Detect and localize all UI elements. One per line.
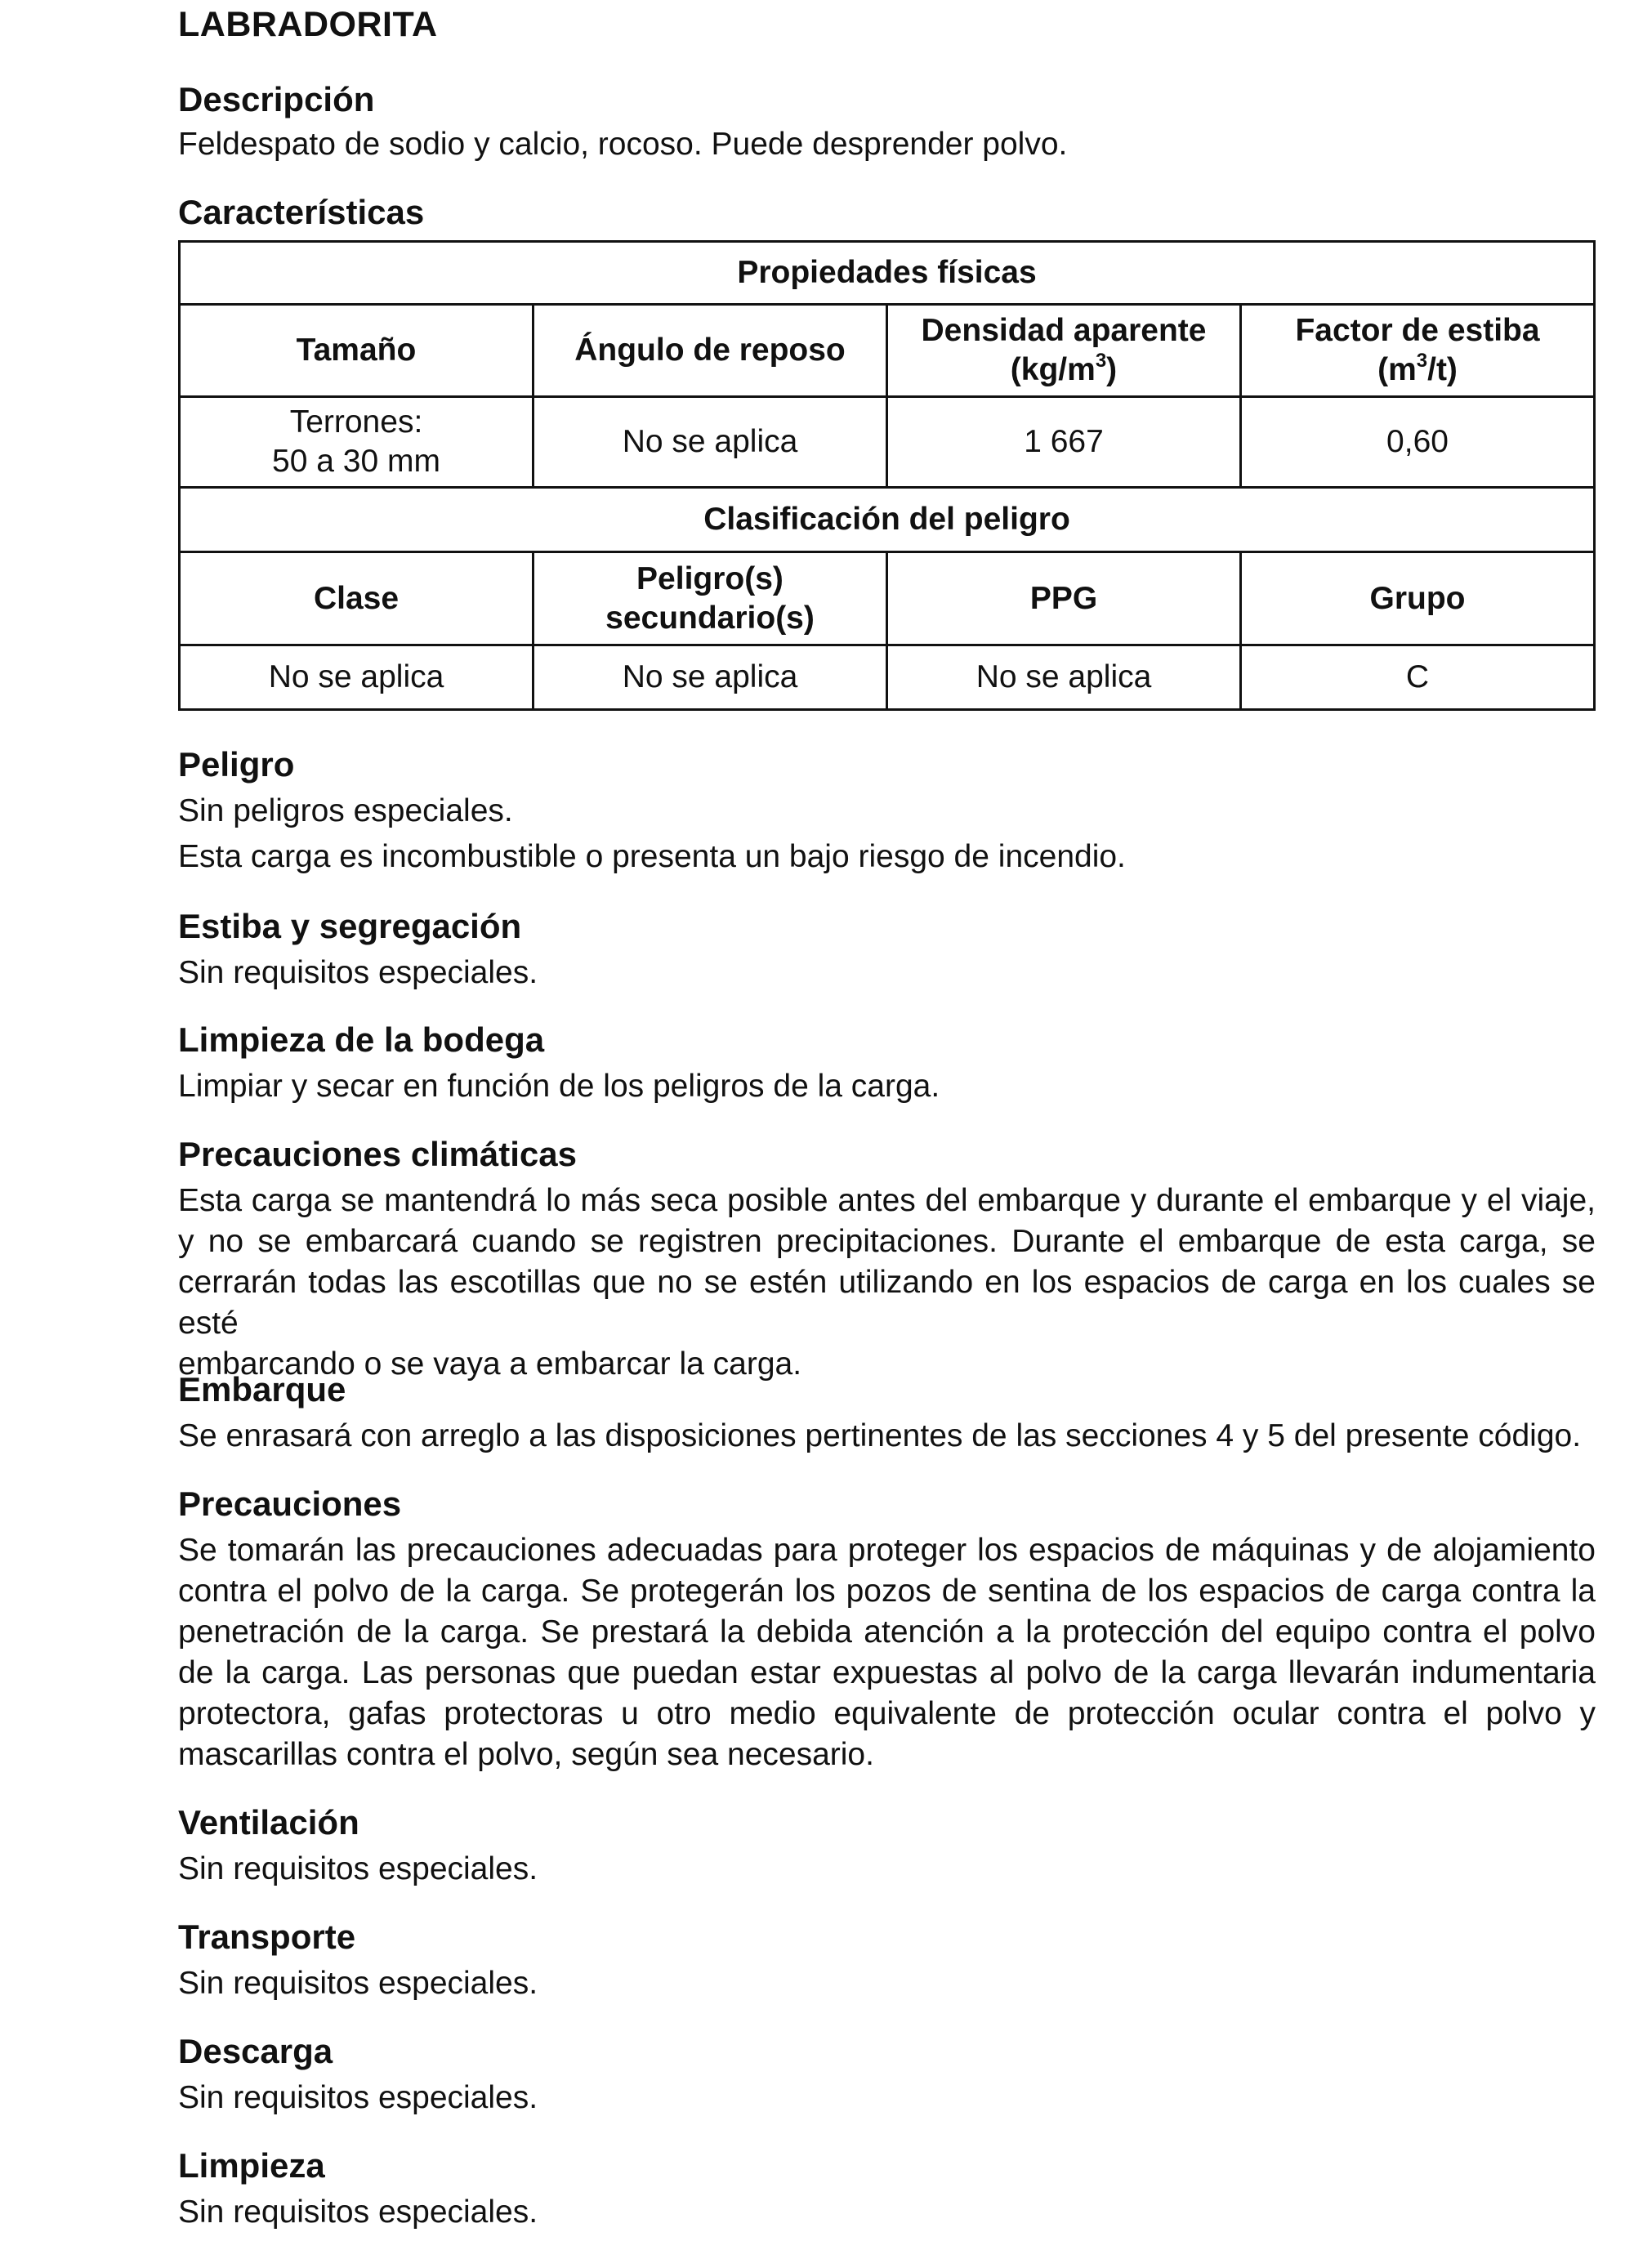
paragraph-line: mascarillas contra el polvo, según sea necesario. (178, 1737, 874, 1772)
peligros-header-line2: secundario(s) (605, 600, 815, 636)
limpieza-heading: Limpieza (178, 2146, 325, 2185)
densidad-header-line1: Densidad aparente (921, 313, 1207, 348)
table-border-right (1593, 240, 1596, 711)
factor-estiba-value: 0,60 (1386, 424, 1449, 459)
factor-header-line2 (1295, 350, 1539, 390)
tamano-value-line2: 50 a 30 mm (272, 444, 440, 479)
paragraph-line: y no se embarcará cuando se registren precipitaciones. Durante el embarque de esta carga, se (178, 1224, 1596, 1259)
descarga-heading: Descarga (178, 2032, 333, 2070)
descripcion-text: Feldespato de sodio y calcio, rocoso. Puede desprender polvo. (178, 127, 1068, 162)
grupo-header: Grupo (1369, 580, 1466, 616)
ppg-value: No se aplica (975, 659, 1152, 694)
factor-estiba-header (1242, 306, 1593, 395)
descarga-text: Sin requisitos especiales. (178, 2080, 538, 2115)
densidad-unit-exponent: 3 (1095, 350, 1107, 372)
propiedades-fisicas-header: Propiedades físicas (737, 255, 1037, 290)
limpieza-bodega-text: Limpiar y secar en función de los peligros de la carga. (178, 1069, 940, 1104)
precauciones-climaticas-text (178, 1181, 1596, 1385)
ventilacion-heading: Ventilación (178, 1803, 359, 1842)
peligros-secundarios-header (534, 553, 886, 644)
clasificacion-peligro-header: Clasificación del peligro (703, 502, 1070, 537)
factor-unit-exponent: 3 (1416, 350, 1428, 372)
document-title: LABRADORITA (178, 5, 438, 44)
clase-value: No se aplica (268, 659, 444, 694)
embarque-heading: Embarque (178, 1370, 346, 1409)
peligros-header-line1: Peligro(s) (636, 560, 784, 596)
paragraph-line: de la carga. Las personas que puedan estar expuestas al polvo de la carga llevarán indumentaria (178, 1655, 1596, 1690)
limpieza-text: Sin requisitos especiales. (178, 2194, 538, 2230)
tamano-value-line1: Terrones: (289, 404, 423, 440)
embarque-text: Se enrasará con arreglo a las disposiciones pertinentes de las secciones 4 y 5 del presente código. (178, 1418, 1582, 1453)
estiba-text: Sin requisitos especiales. (178, 955, 538, 990)
angulo-reposo-value: No se aplica (622, 424, 798, 459)
ppg-header: PPG (1029, 580, 1098, 616)
ventilacion-text: Sin requisitos especiales. (178, 1851, 538, 1886)
densidad-unit-close: ) (1106, 352, 1118, 387)
precauciones-heading: Precauciones (178, 1484, 402, 1523)
peligro-text (178, 791, 1596, 877)
transporte-text: Sin requisitos especiales. (178, 1966, 538, 2001)
densidad-unit: (kg/m (1010, 352, 1096, 387)
grupo-value: C (1405, 659, 1430, 694)
caracteristicas-heading: Características (178, 193, 425, 231)
peligros-secundarios-value: No se aplica (622, 659, 798, 694)
peligro-heading: Peligro (178, 745, 295, 784)
precauciones-climaticas-heading: Precauciones climáticas (178, 1135, 577, 1173)
descripcion-heading: Descripción (178, 80, 375, 118)
densidad-aparente-header (888, 306, 1239, 395)
tamano-value (181, 398, 532, 486)
factor-header-line1: Factor de estiba (1295, 313, 1540, 348)
paragraph-line: contra el polvo de la carga. Se protegerán los pozos de sentina de los espacios de carga contra la (178, 1574, 1596, 1609)
properties-table (178, 240, 1596, 711)
factor-unit: (m (1377, 352, 1417, 387)
factor-unit-close: /t) (1427, 352, 1458, 387)
densidad-header-line2 (922, 350, 1207, 390)
paragraph-line: protectora, gafas protectoras u otro medio equivalente de protección ocular contra el polvo y (178, 1696, 1596, 1731)
paragraph-line: Esta carga se mantendrá lo más seca posible antes del embarque y durante el embarque y el viaje, (178, 1183, 1596, 1218)
densidad-aparente-value: 1 667 (1024, 424, 1104, 459)
peligro-line: Esta carga es incombustible o presenta un bajo riesgo de incendio. (178, 839, 1126, 874)
tamano-header: Tamaño (296, 333, 417, 368)
paragraph-line: embarcando o se vaya a embarcar la carga. (178, 1346, 802, 1382)
paragraph-line: Se tomarán las precauciones adecuadas para proteger los espacios de máquinas y de alojamiento (178, 1533, 1596, 1568)
clase-header: Clase (313, 580, 400, 616)
angulo-reposo-header: Ángulo de reposo (574, 333, 846, 368)
peligro-line: Sin peligros especiales. (178, 793, 513, 828)
transporte-heading: Transporte (178, 1918, 356, 1956)
paragraph-line: cerrarán todas las escotillas que no se estén utilizando en los espacios de carga en los cuales se esté (178, 1265, 1596, 1341)
limpieza-bodega-heading: Limpieza de la bodega (178, 1020, 545, 1059)
paragraph-line: penetración de la carga. Se prestará la debida atención a la protección del equipo contra el polvo (178, 1614, 1596, 1650)
estiba-heading: Estiba y segregación (178, 907, 522, 945)
precauciones-text (178, 1530, 1596, 1775)
